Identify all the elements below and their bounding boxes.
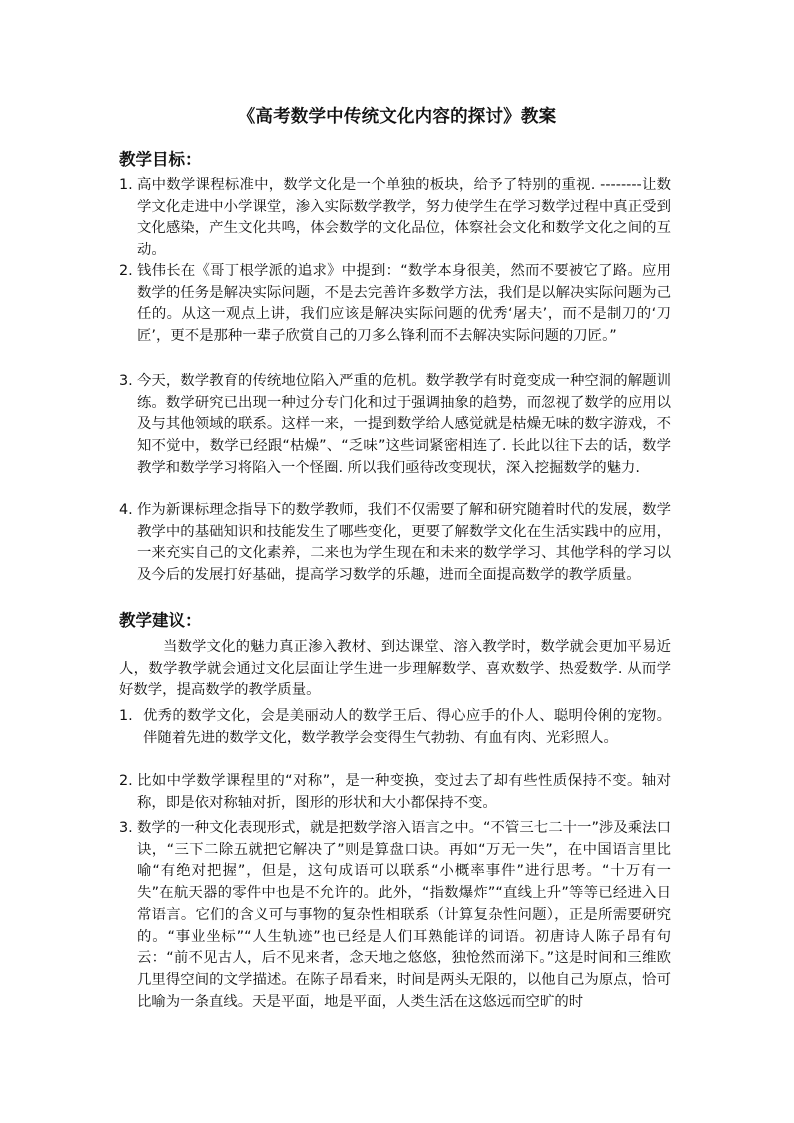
suggestion-item-2 — [119, 771, 671, 814]
suggestion-item-3 — [119, 818, 671, 1013]
list-item-text: 作为新课标理念指导下的数学教师，我们不仅需要了解和研究随着时代的发展，数学教学中的基础知识和技能发生了哪些变化，更要了解数学文化在生活实践中的应用，一来充实自己的文化素养，二来也为学生现在和未来的数学学习、其他学科的学习以及今后的发展打好基础，提高学习数学的乐趣，进而全面提高数学的教学质量。 — [137, 502, 671, 584]
objective-item-4 — [119, 500, 671, 587]
list-number: 1. — [119, 708, 133, 724]
objective-item-3 — [119, 371, 671, 480]
suggestion-item-1 — [119, 706, 671, 749]
list-number: 4. — [119, 502, 133, 518]
list-number: 2. — [119, 773, 133, 789]
objective-item-1 — [119, 175, 671, 262]
list-item-text: 数学的一种文化表现形式，就是把数学溶入语言之中。“不管三七二十一”涉及乘法口诀，“三下二除五就把它解决了”则是算盘口诀。再如“万无一失”，在中国语言里比喻“有绝对把握”，但是，这句成语可以联系“小概率事件”进行思考。“十万有一失”在航天器的零件中也是不允许的。此外，“指数爆炸”“直线上升”等等已经进入日常语言。它们的含义可与事物的复杂性相联系（计算复杂性问题），正是所需要研究的。“事业坐标”“人生轨迹”也已经是人们耳熟能详的词语。初唐诗人陈子昂有句云：“前不见古人，后不见来者，念天地之悠悠，独怆然而涕下。”这是时间和三维欧几里得空间的文学描述。在陈子昂看来，时间是两头无限的，以他自己为原点，恰可比喻为一条直线。天是平面，地是平面，人类生活在这悠远而空旷的时 — [137, 820, 671, 1010]
list-number: 3. — [119, 820, 133, 836]
list-number: 2. — [119, 263, 133, 279]
document-title: 《高考数学中传统文化内容的探讨》教案 — [237, 107, 557, 127]
list-item-text: 高中数学课程标准中，数学文化是一个单独的板块，给予了特别的重视. --------让数学文化走进中小学课堂，渗入实际数学教学，努力使学生在学习数学过程中真正受到文化感染，产生文化共鸣，体会数学的文化品位，体察社会文化和数学文化之间的互动。 — [137, 177, 671, 259]
list-item-text: 今天，数学教育的传统地位陷入严重的危机。数学教学有时竟变成一种空洞的解题训练。数学研究已出现一种过分专门化和过于强调抽象的趋势，而忽视了数学的应用以及与其他领域的联系。这样一来，一提到数学给人感觉就是枯燥无味的数字游戏，不知不觉中，数学已经跟“枯燥”、“乏味”这些词紧密相连了. 长此以往下去的话，数学教学和数学学习将陷入一个怪圈. 所以我们亟待改变现状，深入挖掘数学的魅力. — [137, 373, 671, 476]
section-heading-objectives: 教学目标： — [119, 150, 202, 169]
suggestion-intro-paragraph: 当数学文化的魅力真正渗入教材、到达课堂、溶入教学时，数学就会更加平易近人，数学教学就会通过文化层面让学生进一步理解数学、喜欢数学、热爱数学. 从而学好数学，提高数学的教学质量。 — [119, 639, 671, 699]
list-item-text: 比如中学数学课程里的“对称”，是一种变换，变过去了却有些性质保持不变。轴对称，即是依对称轴对折，图形的形状和大小都保持不变。 — [137, 773, 671, 811]
list-number: 1. — [119, 177, 133, 193]
section-heading-suggestions: 教学建议： — [119, 611, 202, 630]
objective-item-2 — [119, 261, 671, 348]
list-item-text: 钱伟长在《哥丁根学派的追求》中提到：“数学本身很美，然而不要被它了路。应用数学的任务是解决实际问题，不是去完善许多数学方法，我们是以解决实际问题为己任的。从这一观点上讲，我们应该是解决实际问题的优秀‘屠夫’，而不是制刀的‘刀匠’，更不是那种一辈子欣赏自己的刀多么锋利而不去解决实际问题的刀匠。” — [137, 263, 671, 345]
list-item-text: 优秀的数学文化，会是美丽动人的数学王后、得心应手的仆人、聪明伶俐的宠物。伴随着先进的数学文化，数学教学会变得生气勃勃、有血有肉、光彩照人。 — [143, 708, 671, 746]
list-number: 3. — [119, 373, 133, 389]
